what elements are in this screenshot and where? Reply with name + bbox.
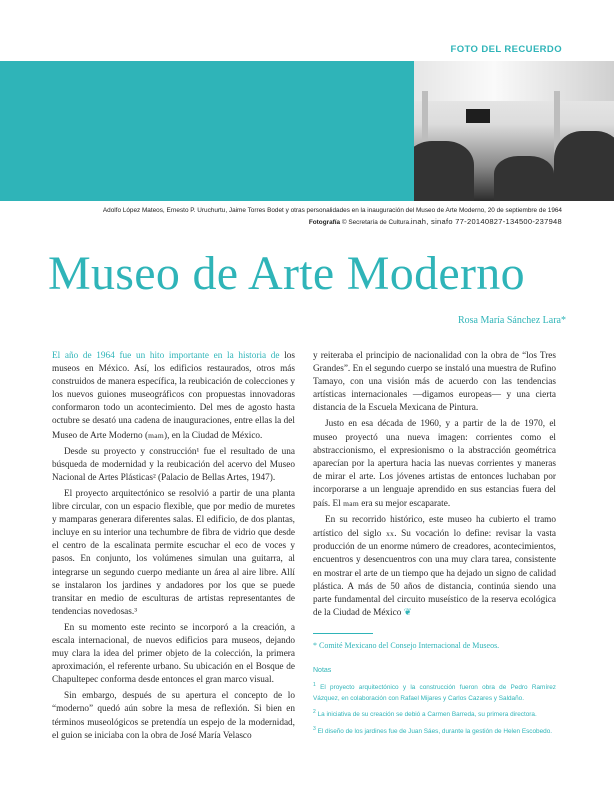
note-text: El diseño de los jardines fue de Juan Sáes, durante la gestión de Helen Escobedo. [317,727,553,735]
paragraph [313,514,556,620]
abbreviation: mam [148,430,164,440]
paragraph [52,350,295,443]
author-name: Rosa María Sánchez Lara* [457,315,566,326]
note-number: 3 [313,725,316,732]
notes-divider [313,633,373,634]
note-item [313,707,556,721]
paragraph [313,418,556,511]
paragraph: y reiteraba el principio de nacionalidad con la obra de “los Tres Grandes”. En el segundo cuerpo se instaló una muestra de Rufino Tamayo, con una visión más de acuerdo con las tendencias artísticas internacionales —digamos europeas— y una cierta distancia de la Escuela Mexicana de Pintura. [313,351,556,414]
credit-label: Fotografía [308,219,341,226]
article-title: Museo de Arte Moderno [48,247,525,300]
author-affiliation: * Comité Mexicano del Consejo Internacional de Museos. [313,641,500,650]
note-number: 2 [313,709,316,716]
note-text: El proyecto arquitectónico y la construcción fueron obra de Pedro Ramírez Vázquez, en colaboración con Rafael Mijares y Carlos Cazares y Saldaño. [313,684,556,702]
note-item [313,724,556,738]
photo-caption: Adolfo López Mateos, Ernesto P. Uruchurtu, Jaime Torres Bodet y otras personalidades en la inauguración del Museo de Arte Moderno, 20 de septiembre de 1964 [102,207,562,214]
end-mark-icon: ❦ [403,607,412,618]
paragraph: En su momento este recinto se incorporó a la creación, a escala internacional, de nuevos edificios para museos, dejando muy clara la idea del primer objeto de la colección, la primera aproximación, el referente urbano. Su ubicación en el Bosque de Chapultepec conforma desde entonces el gran marco visual. [52,622,295,686]
section-label: FOTO DEL RECUERDO [450,44,562,55]
notes-heading: Notas [313,667,332,674]
credit-tail: inah, sinafo 77-20140827-134500-237948 [410,217,562,226]
abbreviation: xx [386,529,395,539]
notes-list [313,680,556,740]
paragraph-text: En su recorrido histórico, este museo ha cubierto el tramo artístico del siglo [313,515,556,540]
photo-credit [42,217,562,226]
note-item [313,680,556,704]
paragraph: Desde su proyecto y construcción¹ fue el resultado de una búsqueda de modernidad y la reubicación del acervo del Museo Nacional de Artes Plásticas² (Palacio de Bellas Artes, 1947). [52,446,295,483]
right-column [313,350,556,620]
inauguration-photo [414,61,614,201]
paragraph-text: los museos en México. Así, los edificios restaurados, otros más construidos de manera específica, la reubicación de colecciones y los nuevos guiones museográficos con propuestas innovadoras conformaron todo un acontecimiento. Del mes de agosto hasta octubre se desató una cadena de inauguraciones, entre ellas la del Museo de Arte Moderno ( [52,351,295,441]
note-number: 1 [313,682,316,688]
note-text: La iniciativa de su creación se debió a Carmen Barreda, su primera directora. [317,711,537,719]
abbreviation: mam [343,499,359,509]
paragraph-text: era su mejor escaparate. [358,499,451,510]
lead-in: El año de 1964 fue un hito importante en la historia de [52,351,280,361]
paragraph-text: . Su vocación lo define: revisar la vasta producción de un enorme número de creadores, acontecimientos, encuentros y desencuentros con una muy clara tarea, consistente en mostrar el arte de un tiempo que ha dejado un signo de calidad plástica. A más de 50 años de distancia, continúa siendo una parte fundamental del circuito museístico de la reserva ecológica de la Ciudad de México [313,529,556,618]
paragraph-text: ), en la Ciudad de México. [163,430,263,441]
paragraph-text: Justo en esa década de 1960, y a partir de la de 1970, el museo proyectó una nueva imagen: corrientes como el abstraccionismo, el expresionismo o la abstracción geométrica aparecían por la apertura hacia las nuevas corrientes y maneras de mirar el arte. Los jóvenes artistas de entonces luchaban por incorporarse a un lenguaje aprendido en sus estancias fuera del país. El [313,419,556,510]
left-column [52,350,295,743]
credit-text: © Secretaría de Cultura. [340,219,411,226]
paragraph: Sin embargo, después de su apertura el concepto de lo “moderno” quedó aún sobre la mesa de reflexión. Si bien en términos museológicos se pretendía un espejo de la modernidad, el guion se iniciaba con la obra de José María Velasco [52,691,295,741]
paragraph: El proyecto arquitectónico se resolvió a partir de una planta libre circular, con un espacio flexible, que por medio de muretes y mamparas generara diferentes salas. El edificio, de dos plantas, incluye en su interior una techumbre de fibra de vidrio que desde el centro de la escalinata permite escuchar el eco de voces y pasos. En conjunto, los volúmenes simulan una guitarra, al integrarse un segundo cuerpo mediante un área al aire libre. Allí se instalaron los jardines y andadores por los que se puede transitar en medio de esculturas de artistas representantes de tendencias novedosas.³ [52,488,295,617]
